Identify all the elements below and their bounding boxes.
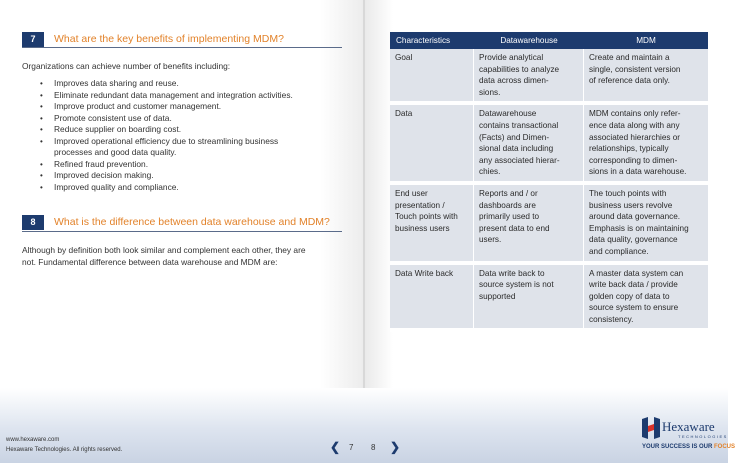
footer-copyright: Hexaware Technologies. All rights reserved. (6, 447, 123, 453)
cell-line: write back data / provide (589, 280, 678, 290)
cell-line: present data to end (479, 223, 550, 233)
cell-line: business users (395, 223, 450, 233)
footer-website[interactable]: www.hexaware.com (6, 437, 60, 443)
section-8-line-2: not. Fundamental difference between data warehouse and MDM are: (22, 257, 278, 268)
cell-line: sions in a data warehouse. (589, 167, 687, 177)
cell-line: primarily used to (479, 212, 540, 222)
cell-line: of reference data only. (589, 76, 670, 86)
cell-line: Data Write back (395, 268, 454, 278)
table-row (390, 105, 708, 185)
logo-tagline (642, 444, 735, 450)
table-cell-c2 (474, 49, 584, 101)
hexaware-logo (640, 415, 735, 459)
cell-line: Touch points with (395, 212, 458, 222)
section-8-rule (22, 231, 342, 232)
cell-line: A master data system can (589, 268, 684, 278)
benefits-list (40, 78, 340, 193)
table-row (390, 49, 708, 105)
table-cell-c1 (390, 185, 474, 261)
benefit-item: • Improved decision making. (40, 170, 340, 182)
table-cell-c2 (474, 105, 584, 181)
table-cell-c2 (474, 185, 584, 261)
cell-line: Reports and / or (479, 188, 538, 198)
cell-line: any associated hierar- (479, 155, 560, 165)
table-cell-c1 (390, 49, 474, 101)
section-7-header (22, 31, 342, 47)
tagline-main: YOUR SUCCESS IS OUR (642, 444, 715, 450)
hexaware-h-mark-icon (640, 415, 664, 441)
benefit-item: • Improves data sharing and reuse. (40, 78, 340, 90)
benefit-item: • Improve product and customer management. (40, 101, 340, 113)
cell-line: sional data including (479, 144, 554, 154)
cell-line: data across dimen- (479, 76, 549, 86)
cell-line: relationships, typically (589, 144, 669, 154)
cell-line: Data (395, 109, 413, 119)
cell-line: Datawarehouse (479, 109, 537, 119)
table-body (390, 49, 708, 332)
cell-line: dashboards are (479, 200, 536, 210)
table-row (390, 265, 708, 333)
tagline-focus: FOCUS (714, 444, 735, 450)
logo-subtitle: TECHNOLOGIES (678, 434, 728, 439)
cell-line: MDM contains only refer- (589, 109, 681, 119)
cell-line: Data write back to (479, 268, 545, 278)
cell-line: corresponding to dimen- (589, 155, 678, 165)
section-7-number: 7 (22, 32, 44, 47)
table-row (390, 185, 708, 265)
right-page-number: 8 (371, 443, 376, 452)
cell-line: capabilities to analyze (479, 64, 560, 74)
header-datawarehouse: Datawarehouse (500, 36, 558, 45)
cell-line: source system is not (479, 280, 554, 290)
benefit-item: • Improved operational efficiency due to streamlining business (40, 136, 340, 148)
table-cell-c3 (584, 185, 708, 261)
benefit-item-continuation: processes and good data quality. (54, 147, 177, 157)
cell-line: (Facts) and Dimen- (479, 132, 550, 142)
cell-line: Goal (395, 53, 413, 62)
comparison-table (390, 32, 708, 332)
cell-line: ence data along with any (589, 120, 680, 130)
section-7-title: What are the key benefits of implementing MDM? (54, 33, 284, 45)
benefit-item: • Reduce supplier on boarding cost. (40, 124, 340, 136)
logo-name: Hexaware (662, 419, 715, 434)
header-mdm: MDM (636, 36, 656, 45)
section-8-title: What is the difference between data warehouse and MDM? (54, 216, 330, 228)
section-8-header (22, 214, 342, 230)
cell-line: consistency. (589, 314, 634, 324)
benefit-item: • Refined fraud prevention. (40, 159, 340, 171)
cell-line: around data governance. (589, 212, 681, 222)
cell-line: contains transactional (479, 120, 559, 130)
previous-page-arrow-icon[interactable]: ❮ (330, 440, 341, 454)
table-cell-c2 (474, 265, 584, 329)
cell-line: single, consistent version (589, 64, 681, 74)
table-header-row (390, 32, 708, 49)
cell-line: Create and maintain a (589, 53, 670, 62)
cell-line: presentation / (395, 200, 445, 210)
table-cell-c3 (584, 49, 708, 101)
table-cell-c3 (584, 265, 708, 329)
cell-line: chies. (479, 167, 501, 177)
table-cell-c3 (584, 105, 708, 181)
cell-line: data quality, governance (589, 235, 678, 245)
cell-line: Provide analytical (479, 53, 544, 62)
next-page-arrow-icon[interactable]: ❯ (390, 440, 401, 454)
table-cell-c1 (390, 105, 474, 181)
section-7-intro: Organizations can achieve number of benefits including: (22, 61, 231, 71)
cell-line: Emphasis is on maintaining (589, 223, 689, 233)
left-page-number: 7 (349, 443, 354, 452)
cell-line: golden copy of data to (589, 291, 670, 301)
cell-line: sions. (479, 87, 501, 97)
section-8-number: 8 (22, 215, 44, 230)
benefit-item: • Eliminate redundant data management and integration activities. (40, 90, 340, 102)
cell-line: source system to ensure (589, 303, 679, 313)
cell-line: associated hierarchies or (589, 132, 681, 142)
benefit-item: • Promote consistent use of data. (40, 113, 340, 125)
table-cell-c1 (390, 265, 474, 329)
section-7-rule (22, 47, 342, 48)
cell-line: The touch points with (589, 188, 667, 198)
section-8-line-1: Although by definition both look similar and complement each other, they are (22, 245, 306, 255)
cell-line: business users revolve (589, 200, 673, 210)
cell-line: users. (479, 235, 502, 245)
cell-line: End user (395, 188, 428, 198)
header-characteristics: Characteristics (396, 36, 451, 45)
cell-line: supported (479, 291, 516, 301)
section-8-paragraph (22, 244, 347, 269)
cell-line: and compliance. (589, 246, 649, 256)
benefit-item: • Improved quality and compliance. (40, 182, 340, 194)
